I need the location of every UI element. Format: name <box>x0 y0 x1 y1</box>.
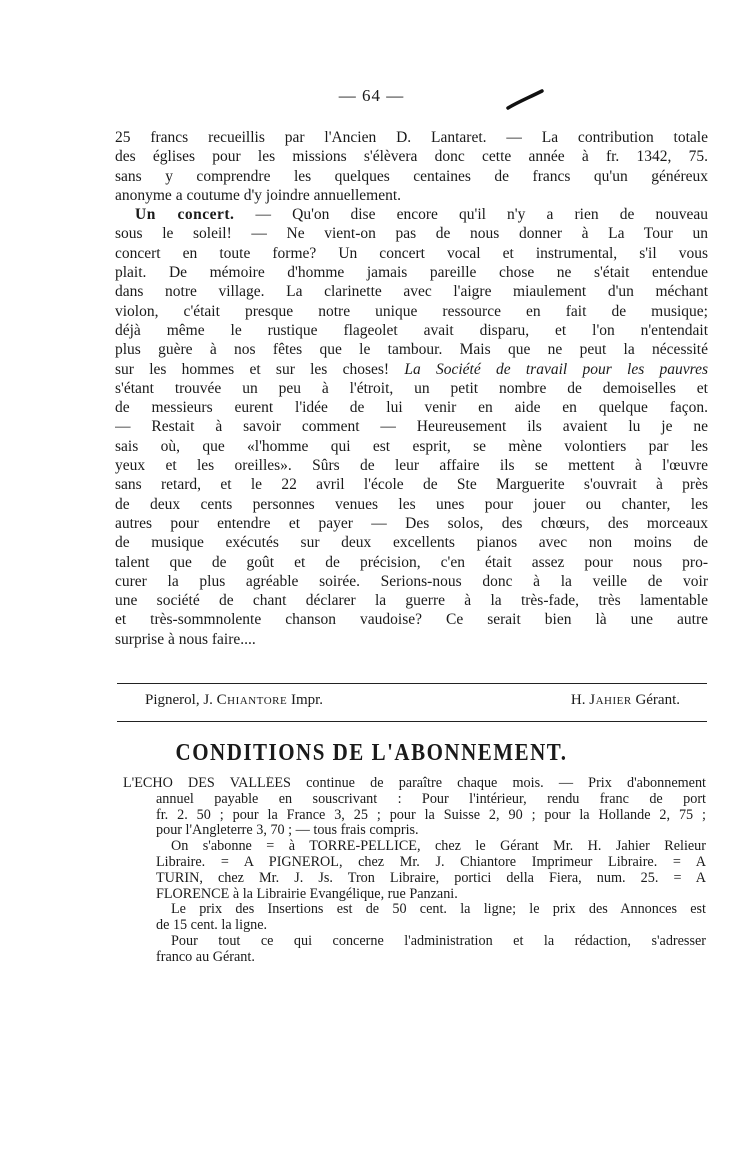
body-line: curer la plus agréable soirée. Serions-nous donc à la veille de voir <box>115 572 708 590</box>
manager-prefix: H. <box>570 692 590 708</box>
body-line: dans notre village. La clarinette avec l'aigre miaulement d'un méchant <box>115 283 708 301</box>
printer-credit <box>145 692 323 709</box>
body-line: une société de chant déclarer la guerre à la très-fade, très lamentable <box>115 592 708 610</box>
subscribe-line: Libraire. = A PIGNEROL, chez Mr. J. Chiantore Imprimeur Libraire. = A <box>156 854 706 870</box>
printer-suffix: Impr. <box>287 692 324 708</box>
top-divider <box>117 683 707 684</box>
body-line: surprise à nous faire.... <box>115 630 256 648</box>
printer-prefix: Pignerol, J. <box>145 692 217 708</box>
bottom-divider <box>117 721 707 722</box>
body-line: sous le soleil! — Ne vient-on pas de nous donner à La Tour un <box>115 225 708 243</box>
conditions-block <box>123 776 706 966</box>
ink-stroke-mark <box>506 88 546 112</box>
body-line: des églises pour les missions s'élèvera donc cette année à fr. 1342, 75. <box>115 148 708 166</box>
conditions-line: L'ECHO DES VALLÉES continue de paraître chaque mois. — Prix d'abonnement <box>123 776 706 791</box>
concert-heading: Un concert. <box>135 206 235 224</box>
body-line: concert en toute forme? Un concert vocal et instrumental, s'il vous <box>115 244 708 262</box>
society-name: La Société de travail pour les pauvres <box>404 360 708 378</box>
body-line: s'étant trouvée un peu à l'étroit, un petit nombre de demoiselles et <box>115 379 708 397</box>
subscribe-line: FLORENCE à la Librairie Evangélique, rue Panzani. <box>156 886 458 902</box>
body-line: sans y comprendre les quelques centaines de francs qu'un généreux <box>115 167 708 185</box>
body-line: plait. De mémoire d'homme jamais pareille chose ne s'était entendue <box>115 264 708 282</box>
subscribe-line: TURIN, chez Mr. J. Js. Tron Libraire, portici della Fiera, num. 25. = A <box>156 870 706 886</box>
society-line-start: sur les hommes et sur les choses! <box>115 360 405 378</box>
body-line: yeux et les oreilles». Sûrs de leur affaire ils se mettent à l'œuvre <box>115 457 708 475</box>
body-line: violon, c'était presque notre unique ressource en fait de musique; <box>115 302 708 320</box>
body-line: déjà même le rustique flageolet avait disparu, et l'on n'entendait <box>115 321 708 339</box>
society-line <box>115 360 708 379</box>
printer-name: Chiantore <box>216 692 288 708</box>
manager-name: Jahier <box>589 692 632 708</box>
body-line: 25 francs recueillis par l'Ancien D. Lantaret. — La contribution totale <box>115 129 708 146</box>
price-line: de 15 cent. la ligne. <box>156 918 268 934</box>
body-line: plus guère à nos fêtes que le tambour. Mais que ne peut la nécessité <box>115 341 708 359</box>
article-body <box>115 128 708 649</box>
subscribe-line: On s'abonne = à TORRE-PELLICE, chez le Gérant Mr. H. Jahier Relieur <box>171 839 706 855</box>
body-line: et très-sommnolente chanson vaudoise? Ce serait bien là une autre <box>115 611 708 629</box>
page-number: — 64 — <box>338 86 405 105</box>
conditions-line: pour l'Angleterre 3, 70 ; — tous frais compris. <box>156 823 419 839</box>
manager-suffix: Gérant. <box>631 692 680 708</box>
conditions-line: fr. 2. 50 ; pour la France 3, 25 ; pour la Suisse 2, 90 ; pour la Hollande 2, 75 ; <box>156 807 706 823</box>
conditions-title: CONDITIONS DE L'ABONNEMENT. <box>175 738 568 766</box>
conditions-line: annuel payable en souscrivant : Pour l'intérieur, rendu franc de port <box>156 791 706 807</box>
price-line: Le prix des Insertions est de 50 cent. la ligne; le prix des Annonces est <box>171 902 706 918</box>
body-line: de musique exécutés sur deux excellents pianos avec non moins de <box>115 534 708 552</box>
body-line: sais où, que «l'homme qui est esprit, se mène volontiers par les <box>115 437 708 455</box>
manager-credit <box>571 692 680 709</box>
body-line: de messieurs eurent l'idée de lui venir en aide en quelque façon. <box>115 399 708 417</box>
imprint-line <box>145 692 680 709</box>
concert-first-line <box>115 205 708 224</box>
body-line: sans retard, et le 22 avril l'école de Ste Marguerite s'ouvrait à près <box>115 476 708 494</box>
admin-line: franco au Gérant. <box>156 949 255 965</box>
body-line: anonyme a coutume d'y joindre annuellement. <box>115 186 402 204</box>
body-line: — Restait à savoir comment — Heureusement ils avaient lu je ne <box>115 418 708 436</box>
admin-line: Pour tout ce qui concerne l'administration et la rédaction, s'adresser <box>171 933 706 949</box>
body-line: autres pour entendre et payer — Des solos, des chœurs, des morceaux <box>115 514 708 532</box>
body-line: talent que de goût et de précision, c'en était assez pour nous pro- <box>115 553 708 571</box>
body-line: de deux cents personnes venues les unes pour jouer ou chanter, les <box>115 495 708 513</box>
concert-first-line-text: — Qu'on dise encore qu'il n'y a rien de nouveau <box>234 206 708 224</box>
